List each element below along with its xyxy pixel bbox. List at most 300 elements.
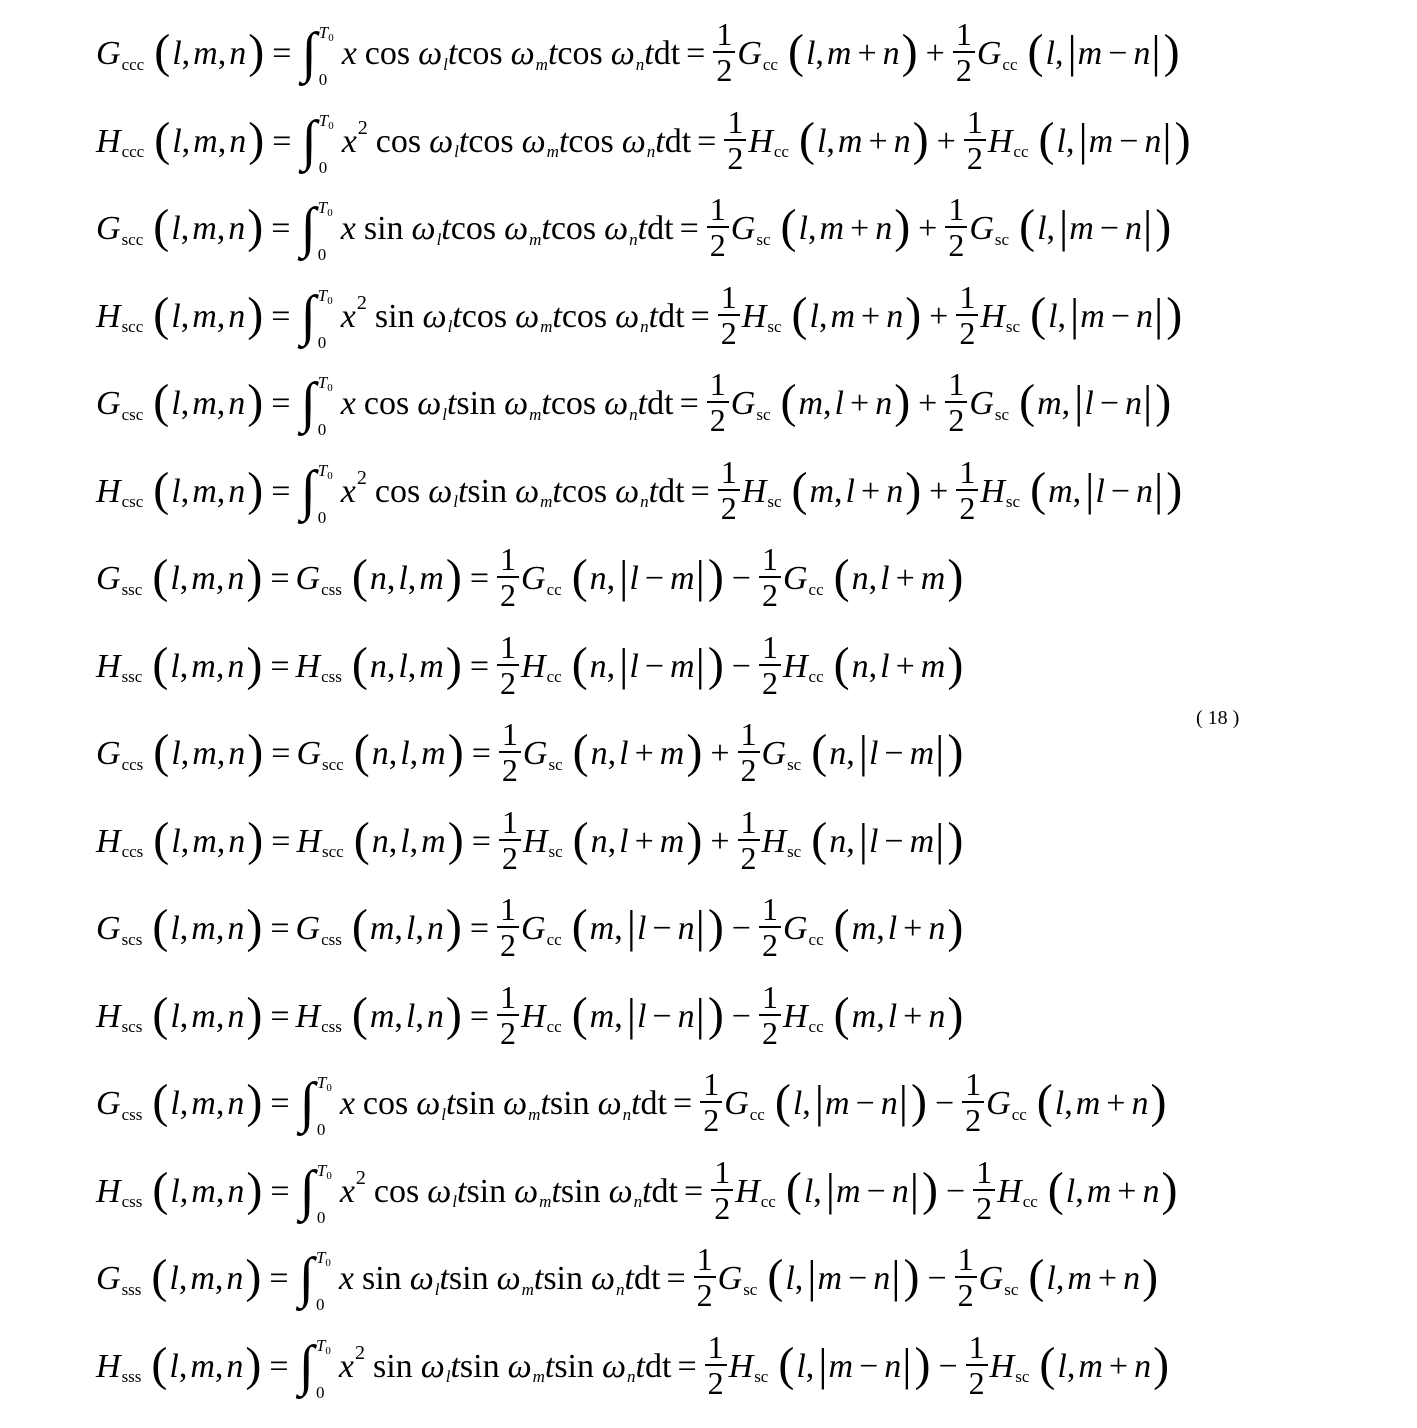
- term-arg-operator: +: [861, 472, 881, 510]
- lhs-function: G: [96, 560, 121, 597]
- lhs-close-paren: ): [247, 812, 264, 866]
- integral-upper-sub: 0: [325, 1344, 331, 1357]
- lhs-arg-letter: l: [171, 210, 181, 247]
- equals-sign: =: [684, 1172, 704, 1210]
- fraction-one-half: [945, 192, 967, 262]
- equation-row: [96, 448, 1184, 536]
- mid-arg: [371, 822, 446, 860]
- fraction-numerator: 1: [709, 366, 726, 402]
- rhs-term-open-paren: (: [1028, 1250, 1045, 1303]
- term-arg: [828, 1347, 902, 1385]
- term-comma: ,: [876, 910, 885, 947]
- term-arg-letter: m: [1067, 1260, 1092, 1297]
- term-arg: [798, 212, 807, 246]
- lhs-open-paren: (: [151, 1250, 168, 1303]
- rhs-term-function: H: [741, 472, 767, 510]
- t-variable: t: [648, 297, 659, 335]
- lhs-subscript: ssc: [121, 579, 143, 599]
- equation-row: [96, 273, 1184, 361]
- lhs-open-paren: (: [153, 812, 170, 866]
- omega-subscript: l: [434, 1279, 440, 1299]
- omega-subscript: m: [521, 1279, 534, 1299]
- lhs-function: G: [96, 735, 121, 772]
- term-arg-letter: m: [817, 1260, 843, 1297]
- rhs-term-close-paren: ): [1166, 462, 1183, 516]
- equation-number: ( 18 ): [1196, 707, 1240, 729]
- fraction-numerator: 1: [714, 1153, 731, 1190]
- rhs-term-close-paren: ): [905, 462, 922, 516]
- equals-sign: =: [469, 997, 490, 1035]
- rhs-term-function: H: [735, 1172, 760, 1210]
- lhs-function: H: [96, 822, 121, 860]
- rhs-term-open-paren: (: [572, 725, 589, 778]
- mid-arg-letter: n: [426, 997, 444, 1035]
- t-variable: t: [533, 1260, 544, 1297]
- integral-upper-limit: [317, 460, 333, 482]
- x-variable: x: [340, 210, 356, 247]
- omega-symbol: ω: [615, 472, 640, 510]
- rhs-term-close-paren: ): [1174, 112, 1191, 166]
- lhs-arg-comma: ,: [216, 472, 226, 510]
- fraction-one-half: [497, 542, 519, 612]
- fraction-one-half: [707, 367, 729, 437]
- lhs-arg-letter: m: [192, 822, 217, 860]
- rhs-term-subscript: sc: [754, 1367, 769, 1386]
- rhs-term-close-paren: ): [1161, 1162, 1178, 1216]
- mid-arg: [370, 562, 444, 596]
- equals-sign: =: [679, 385, 699, 422]
- lhs-arg-letter: n: [228, 735, 246, 772]
- equals-sign: =: [673, 1085, 693, 1122]
- lhs-function: G: [96, 210, 121, 247]
- lhs-arg-comma: ,: [217, 122, 227, 160]
- term-arg-letter: m: [670, 647, 695, 685]
- omega-symbol: ω: [429, 122, 454, 160]
- term-comma: ,: [1057, 297, 1067, 335]
- rhs-term-function: G: [969, 385, 994, 422]
- trig-function: cos: [450, 210, 497, 247]
- mid-arg-letter: m: [421, 735, 446, 772]
- mid-arg-comma: ,: [409, 735, 419, 772]
- trig-function: sin: [373, 1347, 413, 1385]
- term-arg: [868, 822, 935, 860]
- t-variable: t: [540, 1085, 550, 1122]
- lhs-arg-letter: m: [192, 385, 217, 422]
- fraction-one-half: [956, 280, 978, 350]
- fraction-numerator: 1: [966, 103, 983, 140]
- integral: [299, 1072, 332, 1139]
- omega-subscript: l: [454, 142, 459, 161]
- rhs-sign: −: [945, 1172, 966, 1210]
- lhs-close-paren: ): [246, 1075, 263, 1128]
- equation-row: [96, 185, 1173, 273]
- rhs-term-subscript: sc: [548, 842, 563, 861]
- fraction-denominator: 2: [966, 139, 983, 176]
- rhs-term-function: G: [737, 35, 762, 72]
- lhs-arg-letter: l: [170, 1085, 180, 1122]
- lhs-arg-letter: n: [227, 647, 245, 685]
- term-arg-letter: l: [887, 910, 898, 947]
- differential-dt: dt: [658, 297, 685, 335]
- mid-arg-comma: ,: [415, 997, 424, 1035]
- t-variable: t: [637, 210, 648, 247]
- lhs-arg-letter: l: [170, 997, 180, 1035]
- term-arg-letter: l: [619, 735, 629, 772]
- rhs-sign: +: [929, 472, 949, 510]
- term-arg-letter: l: [1065, 1172, 1076, 1210]
- equals-sign: =: [697, 122, 717, 160]
- term-arg-letter: m: [825, 1085, 850, 1122]
- rhs-term-subscript: cc: [546, 929, 562, 949]
- term-arg-letter: n: [886, 297, 904, 335]
- abs-open: |: [858, 726, 868, 777]
- term-arg-operator: +: [903, 997, 923, 1035]
- term-arg: [1080, 297, 1153, 335]
- omega-symbol: ω: [496, 1260, 521, 1297]
- mid-arg-comma: ,: [407, 647, 417, 685]
- term-arg-operator: −: [1099, 210, 1119, 247]
- term-arg-letter: l: [1045, 35, 1055, 72]
- lhs-arg-comma: ,: [215, 560, 225, 597]
- integral-upper-limit: [318, 110, 334, 132]
- equals-sign: =: [271, 210, 291, 247]
- rhs-term-subscript: sc: [743, 1279, 758, 1299]
- term-arg: [1048, 297, 1058, 335]
- lhs-arg-letter: m: [191, 1172, 216, 1210]
- lhs-arg-letter: l: [171, 385, 181, 422]
- rhs-term-subscript: sc: [994, 404, 1010, 424]
- term-arg: [829, 822, 847, 860]
- lhs-arg: [170, 997, 245, 1035]
- term-arg-operator: +: [1097, 1260, 1118, 1297]
- rhs-term-function: G: [521, 560, 546, 597]
- mid-open-paren: (: [351, 550, 368, 603]
- mid-subscript: scc: [322, 842, 344, 861]
- lhs-arg-comma: ,: [180, 472, 190, 510]
- rhs-term-open-paren: (: [780, 375, 797, 428]
- t-variable: t: [547, 35, 558, 72]
- term-arg-letter: m: [1037, 385, 1062, 422]
- mid-arg-letter: m: [421, 822, 446, 860]
- equation-row: [96, 973, 965, 1061]
- differential-dt: dt: [640, 1085, 667, 1122]
- differential-dt: dt: [644, 1347, 672, 1385]
- integral-lower-limit: 0: [317, 420, 327, 439]
- rhs-term-function: H: [980, 297, 1005, 335]
- mid-function: H: [296, 822, 322, 860]
- term-arg-letter: m: [1088, 122, 1114, 160]
- term-arg: [590, 562, 607, 596]
- equals-sign: =: [677, 1347, 697, 1385]
- integral-limits: [318, 110, 334, 177]
- rhs-term-close-paren: ): [947, 812, 964, 866]
- rhs-sign: +: [925, 35, 945, 72]
- term-arg: [629, 647, 695, 685]
- lhs-arg-comma: ,: [179, 560, 189, 597]
- term-arg-letter: n: [928, 910, 946, 947]
- equals-sign: =: [690, 472, 710, 510]
- fraction-denominator: 2: [707, 1364, 724, 1401]
- term-arg-operator: −: [855, 1085, 875, 1122]
- abs-close: |: [1162, 113, 1172, 165]
- fraction-one-half: [962, 1067, 984, 1137]
- term-comma: ,: [868, 560, 878, 597]
- rhs-term-close-paren: ): [947, 637, 964, 691]
- omega-symbol: ω: [602, 1347, 627, 1385]
- lhs-arg-letter: m: [190, 1347, 215, 1385]
- fraction-denominator: 2: [740, 752, 757, 788]
- lhs-function: H: [96, 1172, 121, 1210]
- lhs-arg-letter: l: [170, 647, 180, 685]
- fraction-denominator: 2: [761, 927, 778, 963]
- integral-upper-limit: [318, 23, 334, 44]
- term-arg-letter: m: [909, 735, 935, 772]
- term-arg-operator: +: [850, 385, 870, 422]
- abs-open: |: [1067, 26, 1077, 77]
- lhs-open-paren: (: [153, 287, 170, 341]
- fraction-numerator: 1: [501, 803, 518, 840]
- mid-arg-letter: n: [369, 647, 387, 685]
- term-arg-letter: n: [882, 35, 900, 72]
- term-comma: ,: [614, 910, 623, 947]
- x-variable: x: [340, 385, 356, 422]
- x-variable: x: [341, 35, 357, 72]
- rhs-term-close-paren: ): [1166, 287, 1183, 341]
- rhs-term-subscript: sc: [548, 754, 563, 774]
- rhs-term-function: G: [724, 1085, 749, 1122]
- rhs-term-open-paren: (: [1039, 1337, 1056, 1391]
- fraction-denominator: 2: [959, 314, 976, 351]
- rhs-term-function: G: [782, 910, 808, 947]
- term-arg: [796, 1347, 806, 1385]
- mid-arg-comma: ,: [407, 560, 417, 597]
- mid-arg: [372, 737, 446, 771]
- term-arg-letter: m: [1078, 1347, 1103, 1385]
- integral-limits: [317, 373, 333, 439]
- fraction-denominator: 2: [948, 402, 965, 438]
- abs-open: |: [1074, 376, 1084, 427]
- term-arg-letter: n: [1144, 122, 1162, 160]
- rhs-term-close-paren: ): [686, 725, 703, 778]
- abs-open: |: [1085, 463, 1095, 515]
- omega-subscript: n: [640, 317, 649, 336]
- t-variable: t: [541, 385, 551, 422]
- omega-symbol: ω: [608, 1172, 633, 1210]
- term-comma: ,: [846, 735, 855, 772]
- rhs-term-function: G: [976, 35, 1002, 72]
- term-arg-letter: m: [1075, 1085, 1101, 1122]
- differential-dt: dt: [633, 1260, 661, 1297]
- term-arg-operator: −: [884, 822, 904, 860]
- fraction-denominator: 2: [500, 1014, 517, 1051]
- rhs-term-close-paren: ): [1150, 1075, 1167, 1128]
- t-variable: t: [552, 472, 562, 510]
- term-arg: [1076, 1087, 1149, 1121]
- rhs-term-close-paren: ): [1155, 375, 1172, 428]
- rhs-sign: −: [731, 560, 751, 597]
- term-arg-letter: n: [1125, 385, 1142, 422]
- equation-row: [96, 885, 965, 973]
- term-arg-letter: n: [851, 560, 869, 597]
- integral-upper-sub: 0: [327, 294, 333, 307]
- lhs-open-paren: (: [152, 900, 169, 953]
- integral-upper-sub: 0: [328, 119, 334, 132]
- equals-sign: =: [271, 822, 291, 860]
- lhs-arg-letter: m: [193, 35, 218, 72]
- lhs-function: H: [96, 122, 121, 160]
- fraction-numerator: 1: [761, 978, 778, 1015]
- fraction-numerator: 1: [761, 628, 778, 665]
- term-arg: [798, 387, 823, 421]
- integral-lower-limit: 0: [315, 1295, 325, 1314]
- abs-close: |: [695, 988, 705, 1040]
- term-arg: [1048, 472, 1073, 510]
- term-arg: [1057, 1347, 1067, 1385]
- integral-limits: [315, 1335, 331, 1402]
- trig-function: sin: [543, 1260, 584, 1297]
- equals-sign: =: [271, 735, 291, 772]
- lhs-function: G: [96, 1260, 121, 1297]
- term-arg-operator: +: [895, 560, 915, 597]
- fraction-numerator: 1: [959, 453, 976, 490]
- lhs-arg-comma: ,: [214, 1347, 224, 1385]
- term-arg-operator: −: [652, 997, 672, 1035]
- omega-subscript: n: [627, 1367, 636, 1386]
- integral-upper-sub: 0: [327, 207, 333, 219]
- term-arg-operator: −: [848, 1260, 868, 1297]
- rhs-term-subscript: sc: [1005, 317, 1021, 336]
- rhs-sign: +: [918, 385, 938, 422]
- differential-dt: dt: [647, 210, 674, 247]
- integral-upper-limit: [316, 1160, 332, 1182]
- lhs-arg-letter: l: [170, 1172, 180, 1210]
- lhs-close-paren: ): [247, 725, 264, 778]
- term-comma: ,: [1066, 1347, 1076, 1385]
- term-arg-operator: +: [634, 735, 654, 772]
- rhs-sign: −: [927, 1260, 947, 1297]
- rhs-term-function: G: [730, 385, 756, 422]
- lhs-close-paren: ): [246, 987, 263, 1041]
- fraction-one-half: [497, 980, 519, 1050]
- term-arg: [819, 212, 892, 246]
- lhs-arg-letter: l: [172, 35, 182, 72]
- omega-symbol: ω: [604, 210, 629, 247]
- fraction-numerator: 1: [740, 803, 757, 840]
- integral-limits: [318, 23, 334, 89]
- term-arg: [869, 737, 934, 771]
- mid-open-paren: (: [351, 637, 368, 691]
- abs-close: |: [909, 1163, 919, 1215]
- mid-arg: [369, 647, 444, 685]
- equals-sign: =: [679, 210, 699, 247]
- rhs-term-subscript: sc: [787, 842, 802, 861]
- omega-subscript: l: [445, 1367, 451, 1386]
- lhs-open-paren: (: [154, 112, 171, 166]
- trig-function: sin: [456, 385, 497, 422]
- lhs-arg: [172, 37, 246, 71]
- term-arg-letter: l: [805, 35, 816, 72]
- abs-open: |: [626, 901, 636, 952]
- omega-symbol: ω: [418, 35, 443, 72]
- lhs-arg-comma: ,: [215, 910, 225, 947]
- term-arg-letter: l: [629, 647, 639, 685]
- lhs-arg-comma: ,: [216, 822, 226, 860]
- abs-close: |: [695, 638, 705, 690]
- term-arg-letter: m: [851, 997, 877, 1035]
- rhs-term-function: H: [761, 822, 787, 860]
- omega-symbol: ω: [591, 1260, 616, 1297]
- lhs-arg-letter: m: [191, 560, 216, 597]
- term-arg-letter: m: [589, 997, 615, 1035]
- term-comma: ,: [807, 210, 817, 247]
- term-arg-operator: +: [634, 822, 654, 860]
- t-variable: t: [551, 1172, 561, 1210]
- integral-limits: [317, 198, 333, 264]
- rhs-term-close-paren: ): [1142, 1250, 1159, 1303]
- fraction-one-half: [711, 1155, 733, 1225]
- t-variable: t: [457, 472, 468, 510]
- integral-upper-limit: [317, 373, 333, 394]
- term-arg-operator: +: [895, 647, 915, 685]
- mid-function: G: [295, 910, 321, 947]
- omega-symbol: ω: [428, 472, 453, 510]
- t-variable: t: [441, 210, 451, 247]
- integral-limits: [317, 285, 333, 352]
- equals-sign: =: [686, 35, 706, 72]
- omega-symbol: ω: [514, 1172, 539, 1210]
- rhs-term-open-paren: (: [833, 987, 850, 1041]
- fraction-denominator: 2: [965, 1102, 982, 1138]
- trig-function: sin: [448, 1260, 489, 1297]
- mid-arg-letter: m: [369, 997, 395, 1035]
- lhs-open-paren: (: [153, 725, 170, 778]
- fraction-one-half: [705, 1330, 727, 1400]
- lhs-arg-comma: ,: [180, 297, 190, 335]
- rhs-term-subscript: cc: [546, 1017, 562, 1036]
- lhs-arg-comma: ,: [179, 1085, 189, 1122]
- term-arg-operator: −: [859, 1347, 879, 1385]
- lhs-arg-letter: n: [227, 1172, 245, 1210]
- term-comma: ,: [794, 1260, 804, 1297]
- term-comma: ,: [1061, 385, 1071, 422]
- lhs-arg-letter: n: [227, 910, 245, 947]
- lhs-arg-comma: ,: [181, 122, 191, 160]
- rhs-term-function: G: [782, 560, 808, 597]
- lhs-arg-letter: m: [192, 472, 217, 510]
- integral-upper-sub: 0: [326, 1169, 332, 1182]
- lhs-arg-letter: n: [226, 1260, 244, 1297]
- fraction-one-half: [497, 630, 519, 700]
- mid-subscript: scc: [322, 754, 344, 774]
- integral-upper-sub: 0: [328, 32, 334, 44]
- term-arg-letter: n: [875, 385, 893, 422]
- term-arg: [809, 472, 835, 510]
- lhs-close-paren: ): [247, 200, 264, 253]
- term-arg: [852, 912, 877, 946]
- fraction-one-half: [738, 805, 760, 875]
- mid-open-paren: (: [353, 812, 370, 866]
- omega-subscript: n: [640, 492, 649, 511]
- omega-subscript: n: [616, 1279, 625, 1299]
- omega-symbol: ω: [615, 297, 640, 335]
- lhs-arg-letter: m: [191, 1085, 216, 1122]
- term-arg: [1078, 1347, 1152, 1385]
- lhs-close-paren: ): [247, 287, 264, 341]
- mid-arg-comma: ,: [394, 997, 403, 1035]
- lhs-arg-comma: ,: [215, 1172, 225, 1210]
- omega-symbol: ω: [597, 1085, 622, 1122]
- integral-sign: ∫: [299, 1159, 315, 1222]
